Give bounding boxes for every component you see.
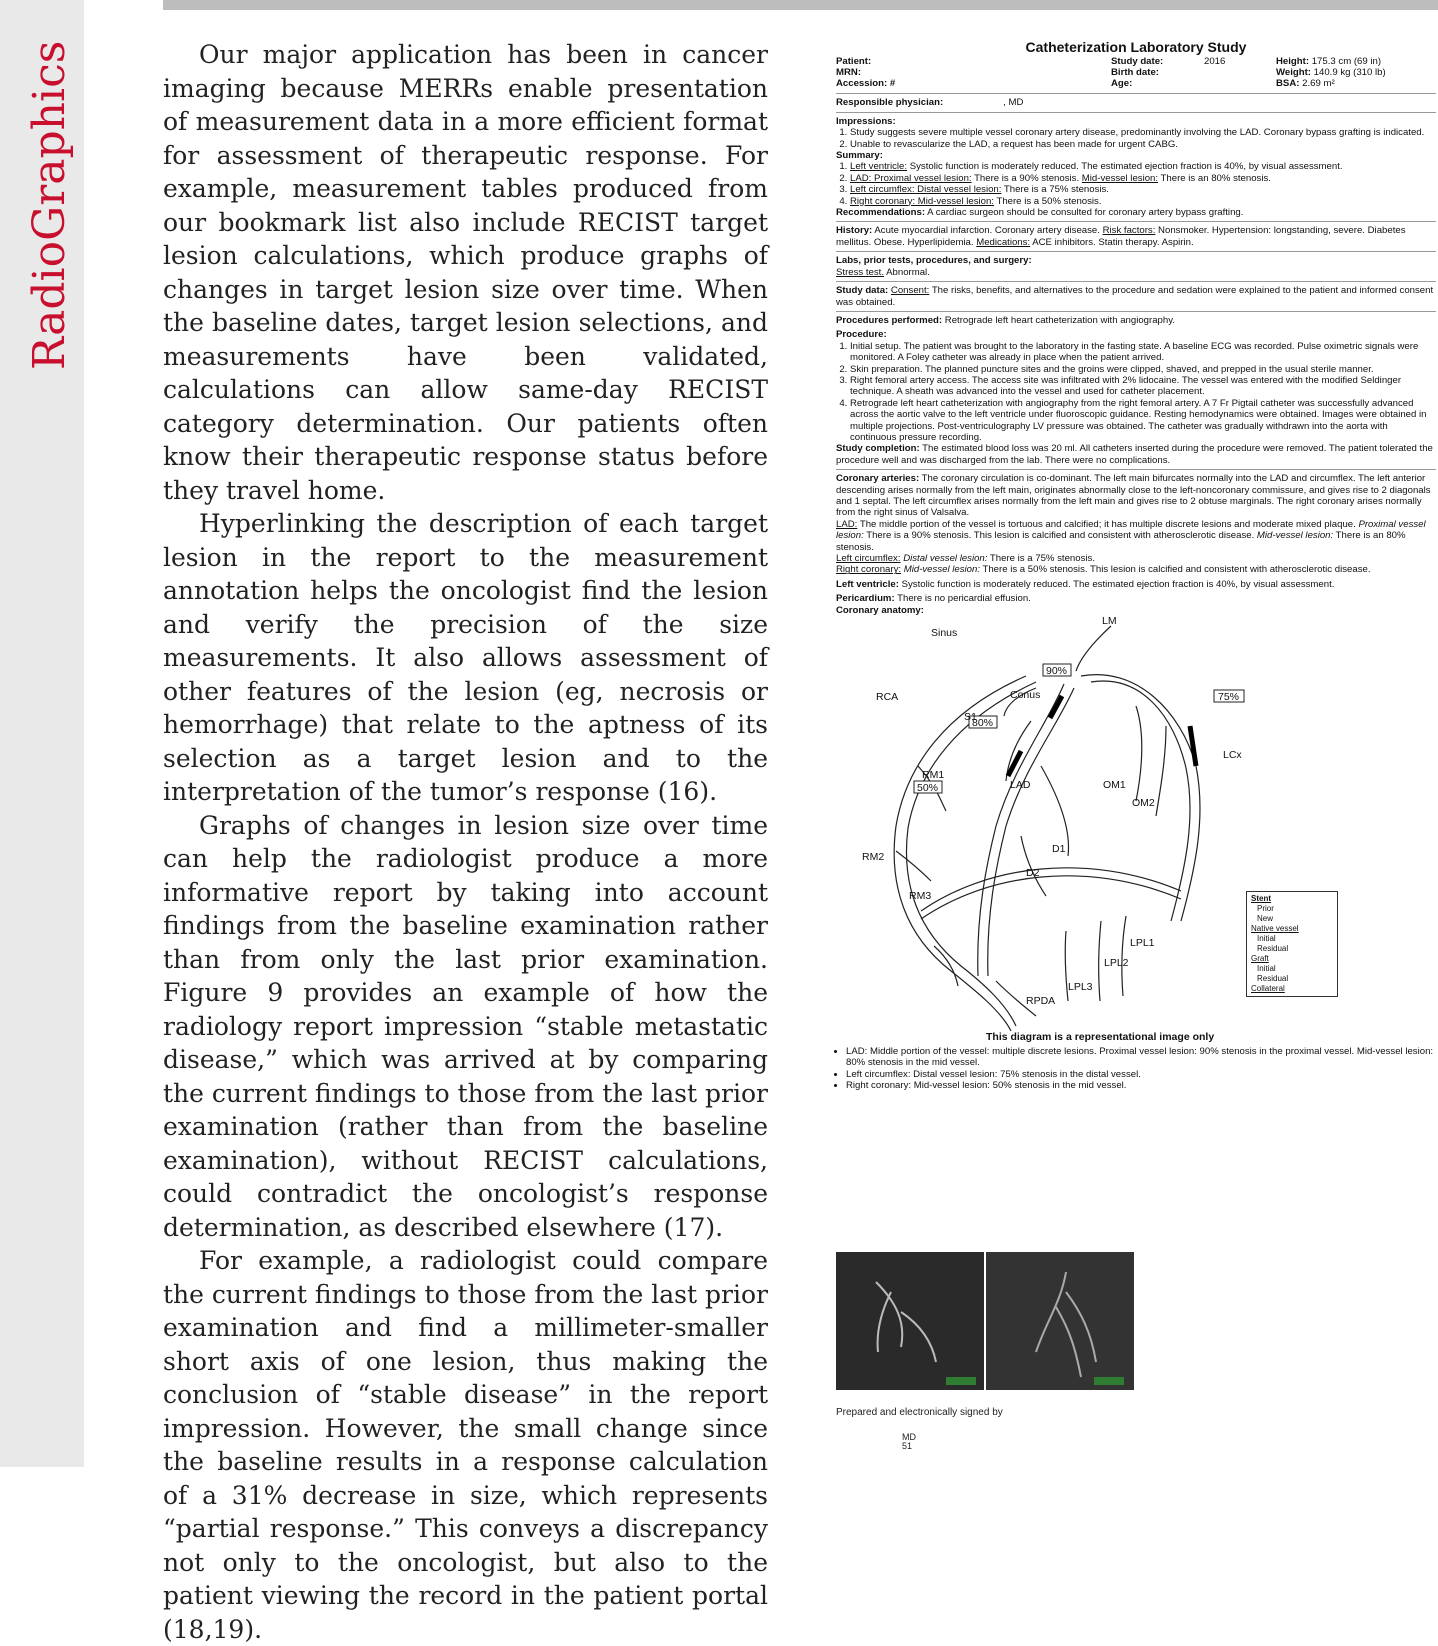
summary-text: There is a 75% stenosis. xyxy=(1001,184,1109,196)
signature-block xyxy=(902,1433,916,1451)
legend-collateral: Collateral xyxy=(1251,984,1285,994)
history-label: History: xyxy=(836,225,873,237)
lcx-stenosis: 75% xyxy=(1218,691,1240,704)
height-value: 175.3 cm (69 in) xyxy=(1311,56,1382,68)
coronary-label: Coronary arteries: xyxy=(836,473,920,485)
bsa-value: 2.69 m² xyxy=(1302,78,1335,90)
rca-text: There is a 50% stenosis. This lesion is calcified and consistent with atherosclerotic disease. xyxy=(979,564,1371,576)
study-date-label: Study date: xyxy=(1111,56,1164,68)
recommendations-text: A cardiac surgeon should be consulted for coronary artery bypass grafting. xyxy=(925,207,1244,219)
lpl1-branch xyxy=(1122,916,1126,996)
summary-item xyxy=(850,161,1436,172)
label-sinus: Sinus xyxy=(931,627,958,640)
angiogram-image-1 xyxy=(836,1252,984,1390)
procedures-text: Retrograde left heart catheterization with angiography. xyxy=(942,314,1175,326)
procedure-step: 2. Skin preparation. The planned puncture sites and the groins were clipped, shaved, and prepped in the usual sterile manner. xyxy=(850,364,1436,375)
finding-item: • Right coronary: Mid-vessel lesion: 50% stenosis in the mid vessel. xyxy=(846,1080,1436,1091)
legend-prior: Prior xyxy=(1257,904,1274,914)
mrn-label: MRN: xyxy=(836,67,862,79)
anatomy-label: Coronary anatomy: xyxy=(836,604,924,616)
pericardium-text: There is no pericardial effusion. xyxy=(894,593,1031,605)
lad-mid-stenosis-mark xyxy=(1008,751,1021,776)
lv-label: Left ventricle: xyxy=(836,578,899,590)
lcx-label: Left circumflex: xyxy=(836,553,901,565)
coronary-diagram-svg xyxy=(836,616,1436,1046)
summary-item xyxy=(850,184,1436,195)
procedure-step: 3. Right femoral artery access. The access site was infiltrated with 2% lidocaine. The vessel was entered with the modified Seldinger technique. A sheath was advanced into the vessel and used for catheter placement. xyxy=(850,375,1436,398)
legend-new: New xyxy=(1257,914,1274,924)
rca-vessel xyxy=(894,676,1026,1031)
label-lpl1: LPL1 xyxy=(1130,937,1155,950)
rca-label: Right coronary: xyxy=(836,564,902,576)
medications-label: Medications: xyxy=(976,236,1031,248)
history-text: Acute myocardial infarction. Coronary artery disease. xyxy=(872,225,1103,237)
lad-prox-text: There is a 90% stenosis. This lesion is calcified and consistent with atherosclerotic disease. xyxy=(863,530,1257,542)
om1-branch xyxy=(1136,706,1142,801)
label-lad: LAD xyxy=(1010,779,1031,792)
summary-head: Right coronary: Mid-vessel lesion: xyxy=(850,195,994,207)
lpl2-branch xyxy=(1099,921,1101,1001)
legend-native: Native vessel xyxy=(1251,924,1299,934)
age-label: Age: xyxy=(1111,78,1133,90)
completion-text: The estimated blood loss was 20 ml. All catheters inserted during the procedure were removed. The patient tolerated the procedure well and was discharged from the lab. There were no complications. xyxy=(836,443,1433,466)
angiogram-image-2 xyxy=(986,1252,1134,1390)
legend-initial: Initial xyxy=(1257,934,1276,944)
rca-sub-label: Mid-vessel lesion: xyxy=(903,564,980,576)
label-rm3: RM3 xyxy=(909,890,932,903)
label-lcx: LCx xyxy=(1223,749,1242,762)
risk-factors-label: Risk factors: xyxy=(1102,225,1156,237)
summary-head: Left ventricle: xyxy=(850,161,908,173)
legend-graft-initial: Initial xyxy=(1257,964,1276,974)
label-lpl3: LPL3 xyxy=(1068,981,1093,994)
lcx-text: There is a 75% stenosis. xyxy=(987,553,1095,565)
left-main-vessel xyxy=(1076,626,1111,671)
summary-label: Summary: xyxy=(836,150,883,162)
rm2-branch xyxy=(896,851,931,881)
om2-branch xyxy=(1156,726,1166,816)
patient-label: Patient: xyxy=(836,56,872,68)
procedures-label: Procedures performed: xyxy=(836,314,943,326)
birth-date-label: Birth date: xyxy=(1111,67,1159,79)
lad-mid-stenosis: 80% xyxy=(972,717,994,730)
label-d1: D1 xyxy=(1052,843,1066,856)
summary-head: Left circumflex: Distal vessel lesion: xyxy=(850,184,1002,196)
journal-sidebar xyxy=(0,0,84,1467)
lad-mid-label: Mid-vessel lesion: xyxy=(1256,530,1334,542)
legend-residual: Residual xyxy=(1257,944,1289,954)
label-rm2: RM2 xyxy=(862,851,885,864)
pericardium-label: Pericardium: xyxy=(836,593,895,605)
finding-item: • LAD: Middle portion of the vessel: multiple discrete lesions. Proximal vessel lesion: 90% stenosis in the proximal vessel. Mid-vessel lesion: 80% stenosis in the mid vessel. xyxy=(846,1046,1436,1069)
lad-label: LAD: xyxy=(836,518,858,530)
summary-item xyxy=(850,173,1436,184)
patient-header xyxy=(836,56,1436,90)
accession-label: Accession: # xyxy=(836,78,896,90)
signature-line: Prepared and electronically signed by xyxy=(836,1407,1003,1418)
legend-graft: Graft xyxy=(1251,954,1269,964)
label-d2: D2 xyxy=(1026,867,1040,880)
procedure-step: 4. Retrograde left heart catheterization with angiography from the right femoral artery. A 7 Fr Pigtail catheter was successfully advanced across the aortic valve to the left ventricle under fluoroscopic guidance. Resting hemodynamics were obtained. Images were obtained in multiple projections. Post-ventriculography LV pressure was obtained. The catheter was gradually withdrawn into the aorta with continuous pressure recording. xyxy=(850,398,1436,444)
lcx-stenosis-mark xyxy=(1190,726,1196,766)
stress-test-link[interactable]: Stress test. xyxy=(836,266,884,278)
weight-value: 140.9 kg (310 lb) xyxy=(1313,67,1386,79)
lad-prox-stenosis: 90% xyxy=(1046,665,1068,678)
journal-name: RadioGraphics xyxy=(24,40,75,370)
findings-list xyxy=(836,1046,1436,1092)
height-label: Height: xyxy=(1276,56,1310,68)
article-paragraph: Graphs of changes in lesion size over time can help the radiologist produce a more informative report by taking into account findings from the baseline examination rather than from only the last prior examination. Figure 9 provides an example of how the radiology report impression “stable metastatic disease,” which was arrived at by comparing the current findings to those from the last prior examination (rather than from the baseline examination), without RECIST calculations, could contradict the oncologist’s response determination, as described elsewhere (17). xyxy=(163,810,768,1242)
rca-stenosis: 50% xyxy=(917,782,939,795)
signature-md: MD xyxy=(902,1432,916,1442)
study-data-text: The risks, benefits, and alternatives to the procedure and sedation were explained to the patient and informed consent was obtained. xyxy=(836,285,1434,308)
labs-label: Labs, prior tests, procedures, and surgery: xyxy=(836,255,1032,267)
label-lpl2: LPL2 xyxy=(1104,957,1129,970)
lad-prox-label: Proximal vessel lesion: xyxy=(836,518,1426,542)
completion-label: Study completion: xyxy=(836,443,920,455)
diagram-caption: This diagram is a representational image only xyxy=(986,1031,1215,1044)
signature-number: 51 xyxy=(902,1441,913,1451)
report-title: Catheterization Laboratory Study xyxy=(1025,39,1247,55)
study-data-label: Study data: xyxy=(836,285,889,297)
summary-head: Mid-vessel lesion: xyxy=(1081,172,1159,184)
physician-value: , MD xyxy=(1003,97,1024,109)
impression-item: 2. Unable to revascularize the LAD, a request has been made for urgent CABG. xyxy=(850,139,1436,150)
label-conus: Conus xyxy=(1010,689,1041,702)
label-rpda: RPDA xyxy=(1026,995,1056,1008)
label-rm1: RM1 xyxy=(922,769,945,782)
label-s1: S1 xyxy=(964,711,977,724)
article-paragraph: Hyperlinking the description of each target lesion in the report to the measurement annotation helps the oncologist find the lesion and verify the precision of the size measurements. It also allows assessment of other features of the lesion (eg, necrosis or hemorrhage) that relate to the aptness of its selection as a target lesion and to the interpretation of the tumor’s response (16). xyxy=(163,509,768,806)
finding-item: • Left circumflex: Distal vessel lesion: 75% stenosis in the distal vessel. xyxy=(846,1069,1436,1080)
label-om1: OM1 xyxy=(1103,779,1126,792)
diagram-legend xyxy=(1246,891,1338,997)
impressions-label: Impressions: xyxy=(836,115,896,127)
top-rule xyxy=(163,0,1438,10)
stress-test-value: Abnormal. xyxy=(883,266,930,278)
coronary-text: The coronary circulation is co-dominant. The left main bifurcates normally into the LAD and circumflex. The left anterior descending arises normally from the left main, originates abnormally close to the left-noncoronary commissure, and gives rise to 2 diagonals and 1 septal. The left circumflex arises normally from the left main and gives rise to 2 obtuse marginals. The right coronary arises normally from the right sinus of Valsalva. xyxy=(836,473,1431,519)
summary-text: There is a 90% stenosis. xyxy=(971,172,1082,184)
article-body xyxy=(163,38,768,1646)
article-paragraph: For example, a radiologist could compare the current findings to those from the last prior examination and find a millimeter-smaller short axis of one lesion, thus making the conclusion of “stable disease” in the report impression. However, the small change since the baseline results in a response calculation of a 31% decrease in size, which represents “partial response.” This conveys a discrepancy not only to the oncologist, but also to the patient viewing the record in the patient portal (18,19). xyxy=(163,1246,768,1644)
study-date-value: 2016 xyxy=(1204,56,1226,68)
legend-stent: Stent xyxy=(1251,894,1271,904)
weight-label: Weight: xyxy=(1276,67,1311,79)
bsa-label: BSA: xyxy=(1276,78,1300,90)
history-text: Nonsmoker. Hypertension: longstanding, severe. Diabetes mellitus. Obese. Hyperlipidemia. xyxy=(836,225,1406,248)
label-lm: LM xyxy=(1102,616,1117,628)
label-om2: OM2 xyxy=(1132,797,1155,810)
summary-text: There is a 50% stenosis. xyxy=(993,195,1102,207)
recommendations-label: Recommendations: xyxy=(836,207,926,219)
journal-logo xyxy=(14,20,76,380)
article-paragraph: Our major application has been in cancer imaging because MERRs enable presentation of measurement data in a more efficient format for assessment of therapeutic response. For example, measurement tables produced from our bookmark list also include RECIST target lesion calculations, which produce graphs of changes in target lesion size over time. When the baseline dates, target lesion selections, and measurements have been validated, calculations can allow same-day RECIST category determination. Our patients often know their therapeutic response status before they travel home. xyxy=(163,40,768,505)
label-rca: RCA xyxy=(876,691,899,704)
consent-label: Consent: xyxy=(890,285,930,297)
coronary-diagram xyxy=(836,616,1436,1046)
summary-text: Systolic function is moderately reduced. The estimated ejection fraction is 40%, by visual assessment. xyxy=(907,161,1343,173)
summary-head: LAD: Proximal vessel lesion: xyxy=(850,172,972,184)
physician-label: Responsible physician: xyxy=(836,97,944,109)
legend-graft-residual: Residual xyxy=(1257,974,1289,984)
d2-branch xyxy=(1021,836,1046,896)
lv-text: Systolic function is moderately reduced. The estimated ejection fraction is 40%, by visual assessment. xyxy=(898,578,1335,590)
procedure-step: 1. Initial setup. The patient was brought to the laboratory in the fasting state. A baseline ECG was recorded. Pulse oximetric signals were monitored. A Foley catheter was already in place when the patient arrived. xyxy=(850,341,1436,364)
impressions-section xyxy=(836,116,1436,219)
procedure-label: Procedure: xyxy=(836,329,887,341)
history-text: ACE inhibitors. Statin therapy. Aspirin. xyxy=(1030,236,1194,248)
angiogram-images xyxy=(836,1252,1136,1390)
annulus xyxy=(921,868,1181,911)
lad-text: The middle portion of the vessel is tortuous and calcified; it has multiple discrete lesions and moderate mixed plaque. xyxy=(857,518,1356,530)
cath-lab-report xyxy=(836,39,1436,1092)
summary-item xyxy=(850,196,1436,207)
summary-text: There is an 80% stenosis. xyxy=(1158,172,1271,184)
lad-mid-text: There is an 80% stenosis. xyxy=(836,530,1406,553)
lcx-sub-label: Distal vessel lesion: xyxy=(903,553,988,565)
impression-item: 1. Study suggests severe multiple vessel coronary artery disease, predominantly involving the LAD. Coronary bypass grafting is indicated. xyxy=(850,127,1436,138)
